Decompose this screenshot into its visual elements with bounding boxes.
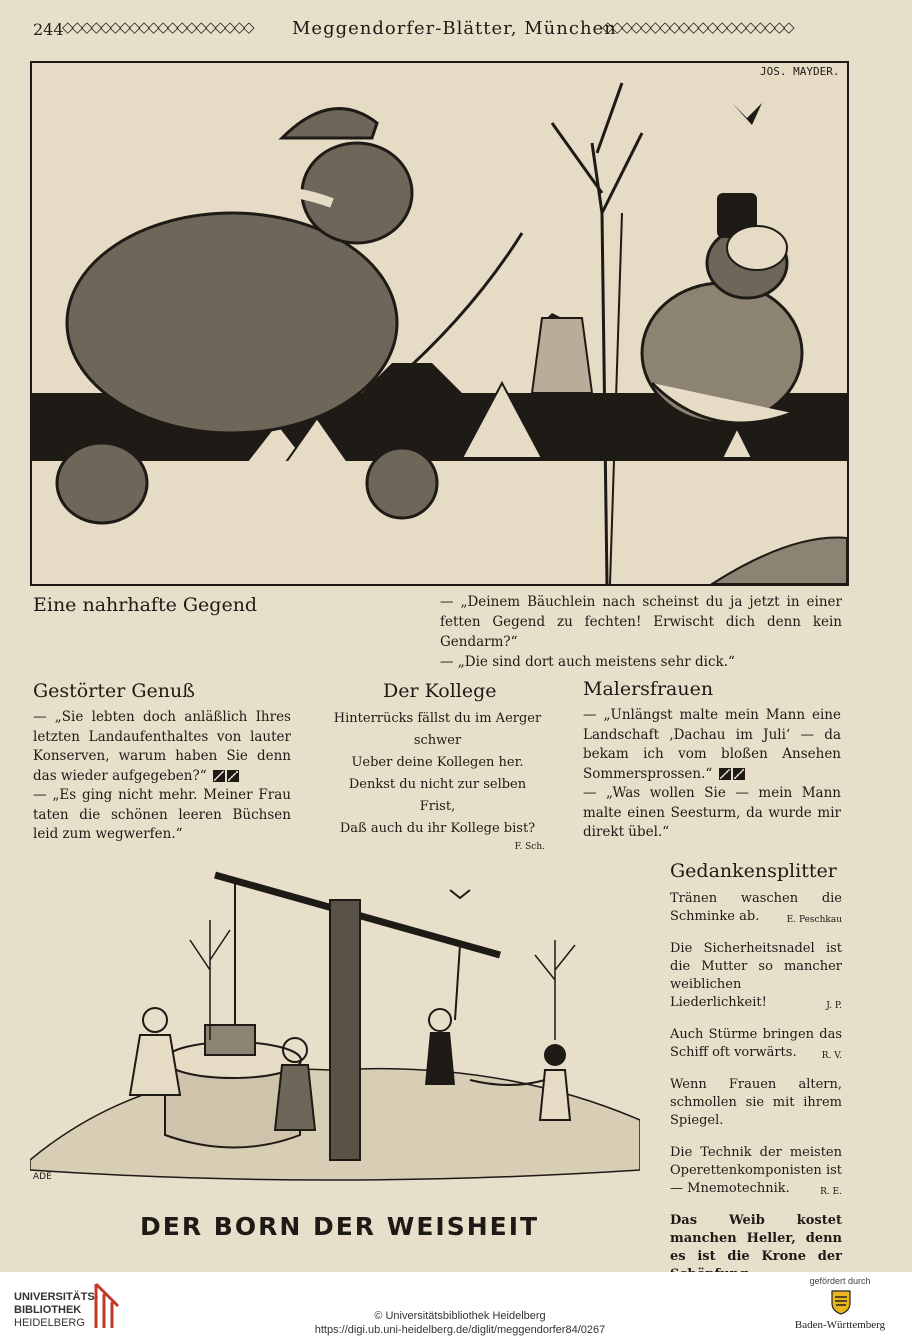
well-artist-signature: ADE [33, 1172, 52, 1182]
cartoon-drawing [32, 63, 847, 584]
page-number: 244 [33, 20, 64, 39]
well-illustration [30, 860, 640, 1200]
poem-line: schwer [413, 733, 462, 748]
state-seal-icon[interactable] [830, 1289, 852, 1319]
ornament-mark-icon [719, 768, 731, 780]
header-ornament-right: ◇◇◇◇◇◇◇◇◇◇◇◇◇◇◇◇◇◇◇◇ [602, 18, 793, 36]
cartoon-caption-title: Eine nahrhafte Gegend [33, 594, 258, 616]
column-text-malersfrauen [583, 706, 841, 843]
aphorism: Auch Stürme bringen das Schiff oft vorwärts. R. V. [670, 1027, 842, 1061]
aphorism: Die Technik der meisten Operettenkomponisten ist — Mnemotechnik. R. E. [670, 1145, 842, 1197]
dialog-line: — „Die sind dort auch meistens sehr dick.“ [440, 654, 735, 670]
ornament-mark-icon [227, 770, 239, 782]
aphorism: Die Sicherheitsnadel ist die Mutter so mancher weiblichen Liederlichkeit! J. P. [670, 941, 842, 1011]
poem-line: Ueber deine Kollegen her. [351, 755, 524, 770]
library-logo-icon[interactable] [90, 1280, 126, 1336]
aphorism: Tränen waschen die Schminke ab. E. Peschkau [670, 891, 842, 925]
poem-der-kollege [330, 708, 545, 854]
dialog-line: — „Deinem Bäuchlein nach scheinst du ja jetzt in einer fetten Gegend zu fechten! Erwischt dich denn kein Gendarm?“ [440, 594, 842, 650]
poem-signature: F. Sch. [514, 842, 545, 852]
aphorism: Das Weib kostet manchen Heller, denn es ist die Krone der [670, 1213, 842, 1264]
paragraph: — „Es ging nicht mehr. Meiner Frau taten die schönen leeren Büchsen leid zum wegwerfen.“ [33, 787, 291, 842]
aphorism: Wenn Frauen altern, schmollen sie mit ihrem Spiegel. [670, 1077, 842, 1128]
paragraph: — „Unlängst malte mein Mann eine Landschaft ‚Dachau im Juli‘ — da bekam ich vom bloßen Ansehen Sommersprossen.“ [583, 707, 841, 782]
paragraph: — „Sie lebten doch anläßlich Ihres letzten Landaufenthaltes von lauter Konserven, warum haben Sie denn das wieder aufgegeben?“ [33, 709, 291, 784]
column-title-der-kollege: Der Kollege [383, 680, 497, 702]
header-ornament-left: ◇◇◇◇◇◇◇◇◇◇◇◇◇◇◇◇◇◇◇◇ [62, 18, 253, 36]
ornament-mark-icon [733, 768, 745, 780]
column-title-gestoerter-genuss: Gestörter Genuß [33, 680, 195, 702]
gedankensplitter-title: Gedankensplitter [670, 860, 837, 882]
cartoon-artist-signature: JOS. MAYDER. [760, 65, 840, 78]
column-text-gestoerter-genuss [33, 708, 291, 845]
column-title-malersfrauen: Malersfrauen [583, 678, 714, 700]
copyright-notice: © Universitätsbibliothek Heidelberg [374, 1310, 546, 1322]
ornament-mark-icon [213, 770, 225, 782]
cartoon-illustration [30, 61, 849, 586]
poem-line: Hinterrücks fällst du im Aerger [333, 711, 542, 726]
poem-line: Daß auch du ihr Kollege bist? [339, 821, 536, 836]
paragraph: — „Was wollen Sie — mein Mann malte einen Seesturm, da wurde mir direkt übel.“ [583, 785, 841, 840]
magazine-title: Meggendorfer-Blätter, München [292, 18, 617, 39]
library-name[interactable]: UNIVERSITÄTS- BIBLIOTHEK HEIDELBERG [14, 1291, 99, 1329]
funded-by-label: gefördert durch [809, 1276, 871, 1286]
well-drawing [30, 860, 640, 1200]
gedankensplitter-list [670, 890, 842, 1298]
source-url[interactable]: https://digi.ub.uni-heidelberg.de/diglit/meggendorfer84/0267 [314, 1324, 606, 1336]
funder-name: Baden-Württemberg [794, 1319, 886, 1331]
cartoon-dialog [440, 592, 842, 672]
poem-line: Denkst du nicht zur selben Frist, [348, 777, 527, 814]
well-illustration-title: DER BORN DER WEISHEIT [140, 1212, 540, 1241]
